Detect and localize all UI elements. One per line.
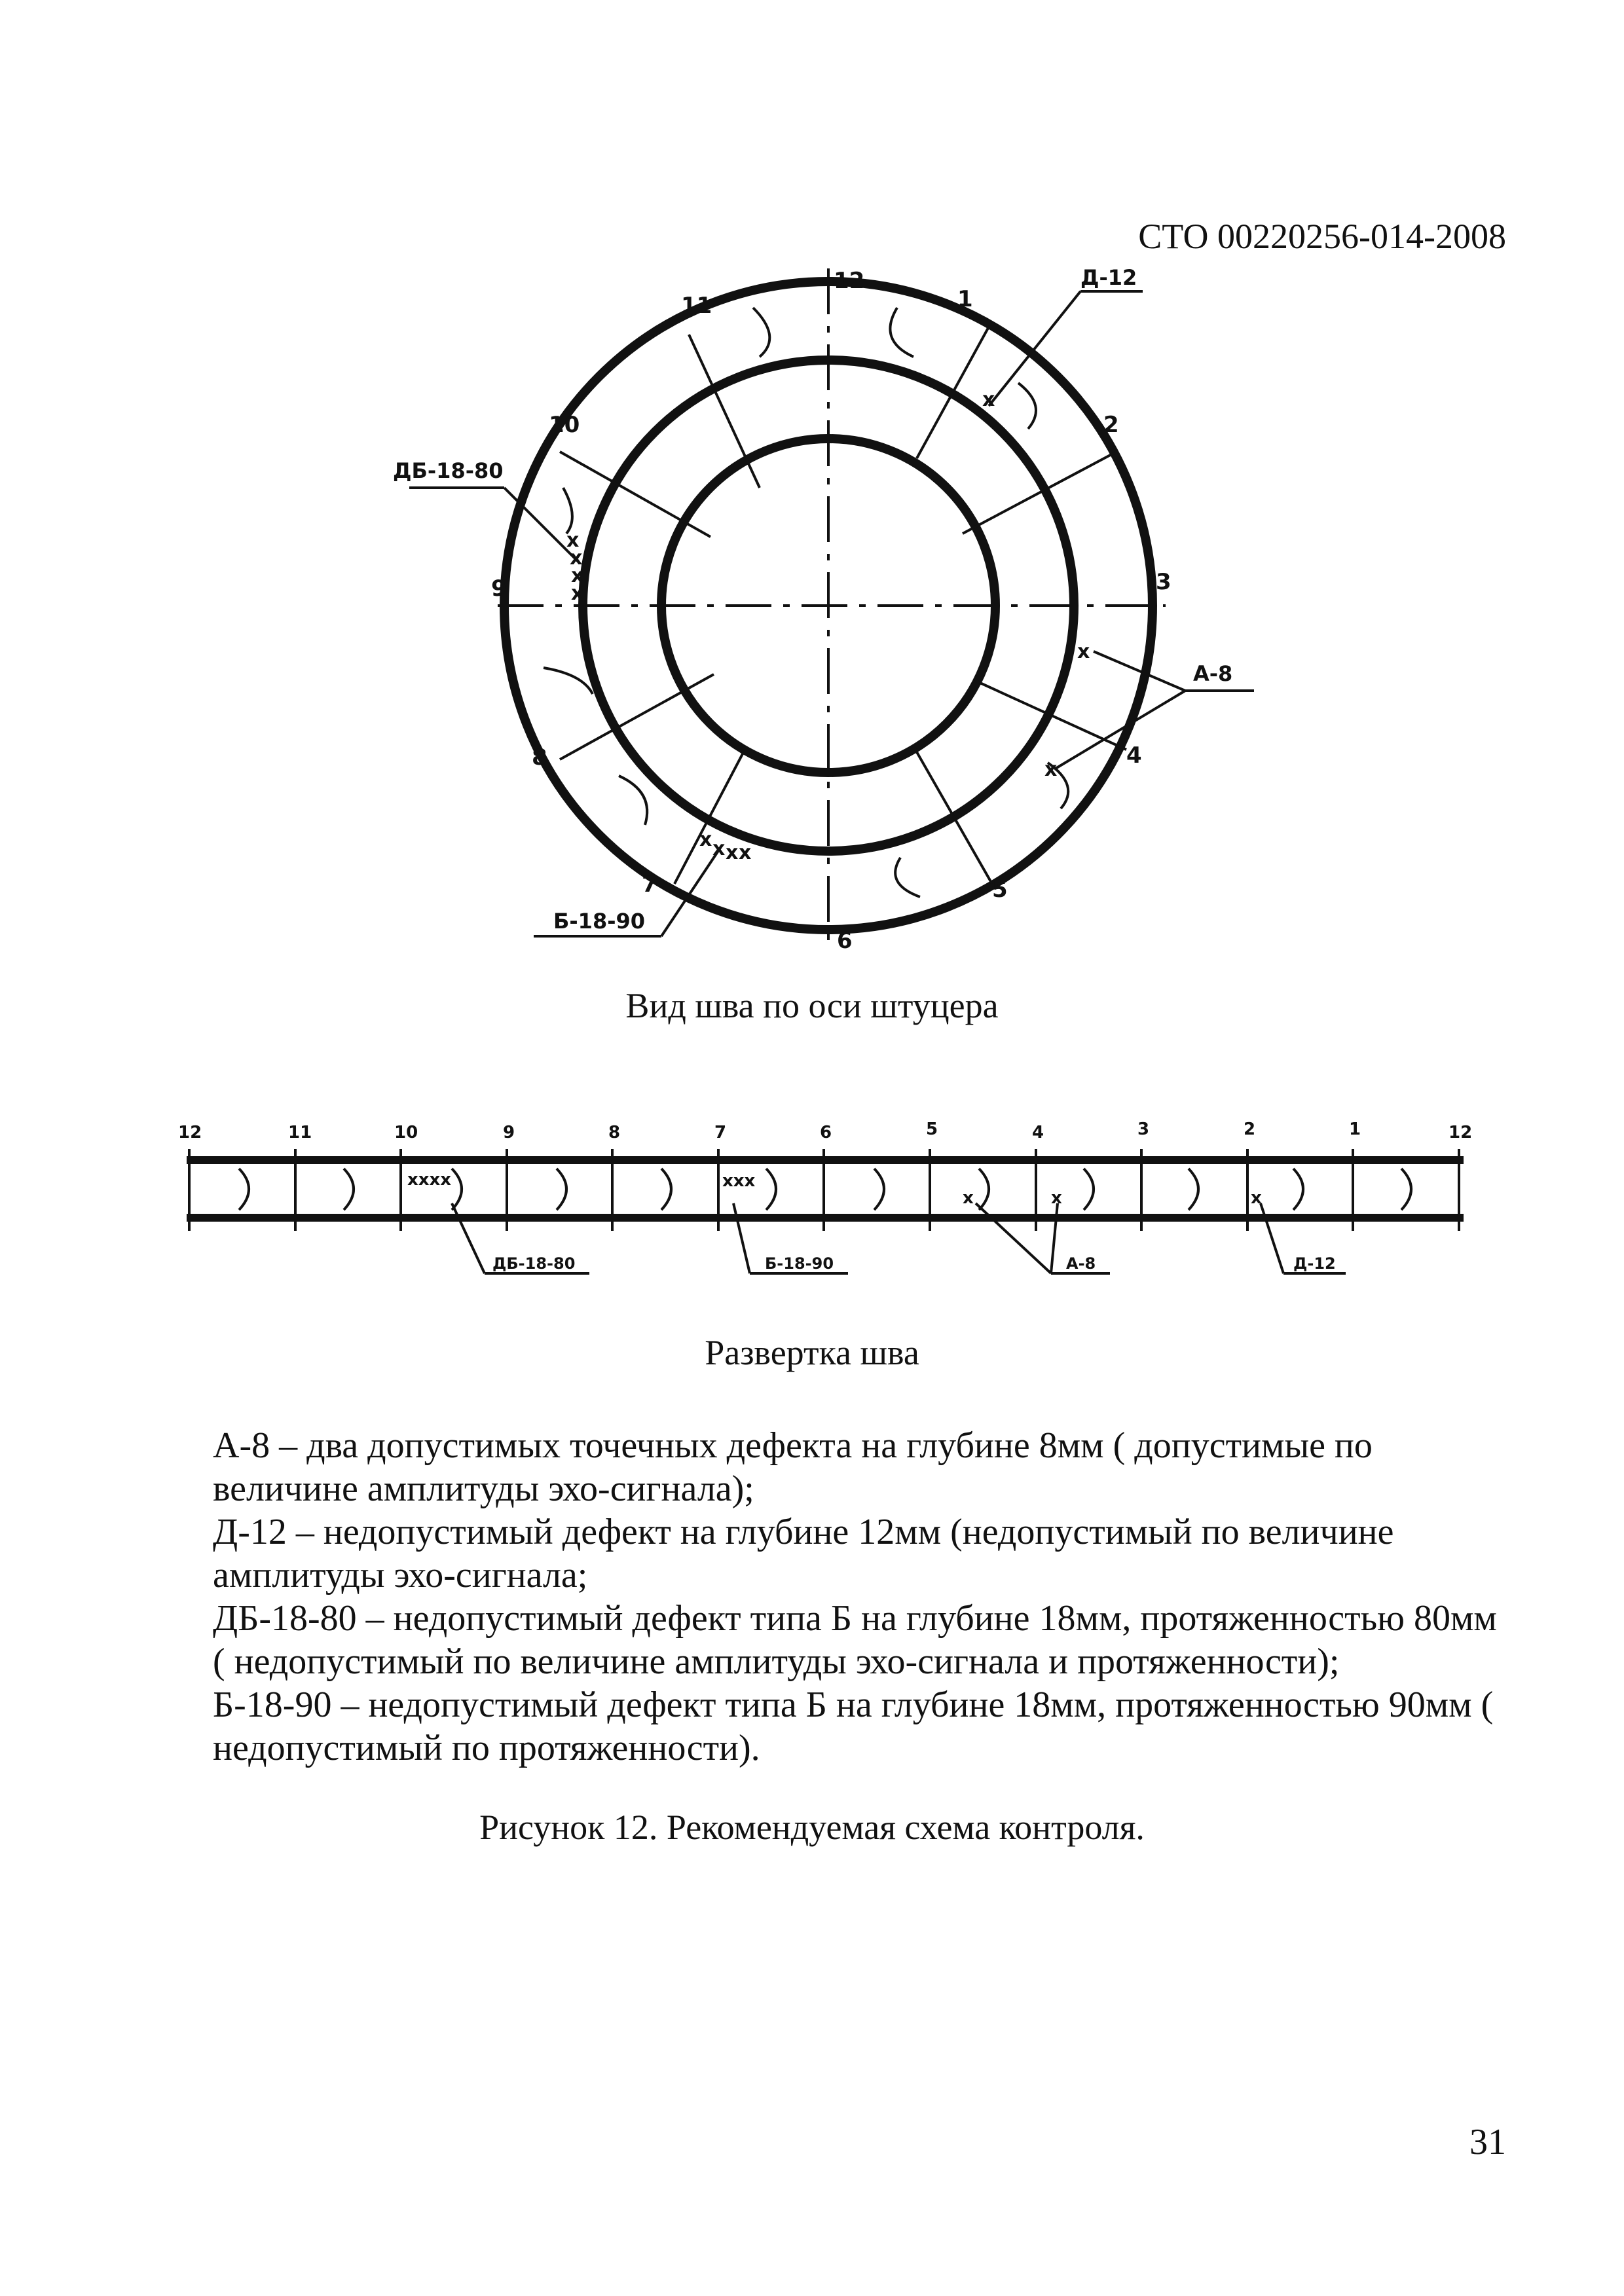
development-defect-marks bbox=[407, 1170, 1262, 1208]
development-defect-labels bbox=[492, 1254, 1336, 1273]
legend-item-b-18-90: Б-18-90 – недопустимый дефект типа Б на глубине 18мм, протяженностью 90мм ( недопустимый по протяженности). bbox=[213, 1685, 1494, 1768]
defect-mark-db-1: x bbox=[566, 529, 580, 552]
circle-label-7: 7 bbox=[642, 871, 657, 898]
defect-mark-db-4: x bbox=[571, 582, 584, 605]
label-d12: Д-12 bbox=[1080, 265, 1137, 290]
dev-label-7: 7 bbox=[714, 1123, 727, 1142]
defect-mark-b-3: x bbox=[726, 841, 739, 864]
development-view-caption: Развертка шва bbox=[705, 1333, 919, 1372]
legend-item-d12: Д-12 – недопустимый дефект на глубине 12мм (недопустимый по величине амплитуды эхо-сигнала; bbox=[213, 1512, 1394, 1595]
dev-label-4: 4 bbox=[1032, 1123, 1044, 1142]
dev-label-2: 2 bbox=[1244, 1120, 1256, 1139]
circle-label-2: 2 bbox=[1103, 412, 1119, 438]
circle-label-11: 11 bbox=[681, 293, 712, 319]
dev-mark-d12: x bbox=[1251, 1188, 1262, 1208]
label-db-18-80: ДБ-18-80 bbox=[393, 458, 504, 483]
defect-mark-b-1: x bbox=[699, 828, 712, 851]
defect-mark-b-4: x bbox=[739, 841, 752, 864]
dev-label-10: 10 bbox=[394, 1123, 418, 1142]
defect-legend bbox=[213, 1424, 1509, 1770]
dev-label-6: 6 bbox=[820, 1123, 832, 1142]
circle-label-8: 8 bbox=[532, 744, 547, 771]
dev-mark-a8-1: x bbox=[963, 1188, 974, 1208]
circle-label-6: 6 bbox=[837, 928, 853, 954]
dev-mark-a8-2: x bbox=[1051, 1188, 1062, 1208]
defect-mark-d12: x bbox=[982, 388, 995, 411]
defect-mark-a8-1: x bbox=[1077, 640, 1090, 663]
dev-label-9: 9 bbox=[503, 1123, 515, 1142]
dev-mark-db: xxxx bbox=[407, 1170, 452, 1190]
dev-label-5: 5 bbox=[926, 1120, 938, 1139]
dev-label-b-18-90: Б-18-90 bbox=[765, 1254, 834, 1273]
circle-label-1: 1 bbox=[957, 286, 973, 312]
dev-label-12-left: 12 bbox=[178, 1123, 202, 1142]
label-b-18-90: Б-18-90 bbox=[553, 909, 646, 934]
circle-defect-labels bbox=[393, 265, 1232, 934]
circle-view-caption: Вид шва по оси штуцера bbox=[625, 986, 999, 1025]
legend-item-db-18-80: ДБ-18-80 – недопустимый дефект типа Б на глубине 18мм, протяженностью 80мм ( недопустимый по величине амплитуды эхо-сигнала и протяженности); bbox=[213, 1598, 1497, 1682]
dev-label-a8: А-8 bbox=[1066, 1254, 1096, 1273]
circle-label-9: 9 bbox=[491, 575, 507, 602]
circle-label-12: 12 bbox=[834, 268, 865, 294]
defect-mark-db-2: x bbox=[570, 547, 583, 570]
dev-label-3: 3 bbox=[1137, 1120, 1150, 1139]
defect-mark-b-2: x bbox=[712, 837, 726, 860]
defect-mark-a8-2: x bbox=[1044, 758, 1058, 781]
dev-label-8: 8 bbox=[608, 1123, 621, 1142]
circle-label-5: 5 bbox=[992, 877, 1008, 903]
circle-view bbox=[409, 268, 1254, 946]
circle-label-4: 4 bbox=[1126, 742, 1142, 769]
figure-caption: Рисунок 12. Рекомендуемая схема контроля. bbox=[479, 1808, 1145, 1847]
circle-label-3: 3 bbox=[1156, 569, 1172, 595]
dev-label-db-18-80: ДБ-18-80 bbox=[492, 1254, 576, 1273]
defect-leaders bbox=[409, 291, 1254, 936]
dev-mark-b: xxx bbox=[722, 1171, 756, 1191]
dev-label-12-right: 12 bbox=[1449, 1123, 1473, 1142]
development-clock-labels bbox=[178, 1120, 1472, 1142]
page-number: 31 bbox=[1469, 2122, 1506, 2162]
legend-item-a8: А-8 – два допустимых точечных дефекта на глубине 8мм ( допустимые по величине амплитуды эхо-сигнала); bbox=[213, 1425, 1373, 1509]
dev-label-d12: Д-12 bbox=[1293, 1254, 1336, 1273]
label-a8: А-8 bbox=[1193, 661, 1233, 686]
defect-mark-db-3: x bbox=[571, 564, 584, 587]
circle-label-10: 10 bbox=[549, 412, 580, 438]
document-code: СТО 00220256-014-2008 bbox=[1138, 217, 1506, 256]
dev-label-1: 1 bbox=[1349, 1120, 1361, 1139]
dev-label-11: 11 bbox=[288, 1123, 312, 1142]
